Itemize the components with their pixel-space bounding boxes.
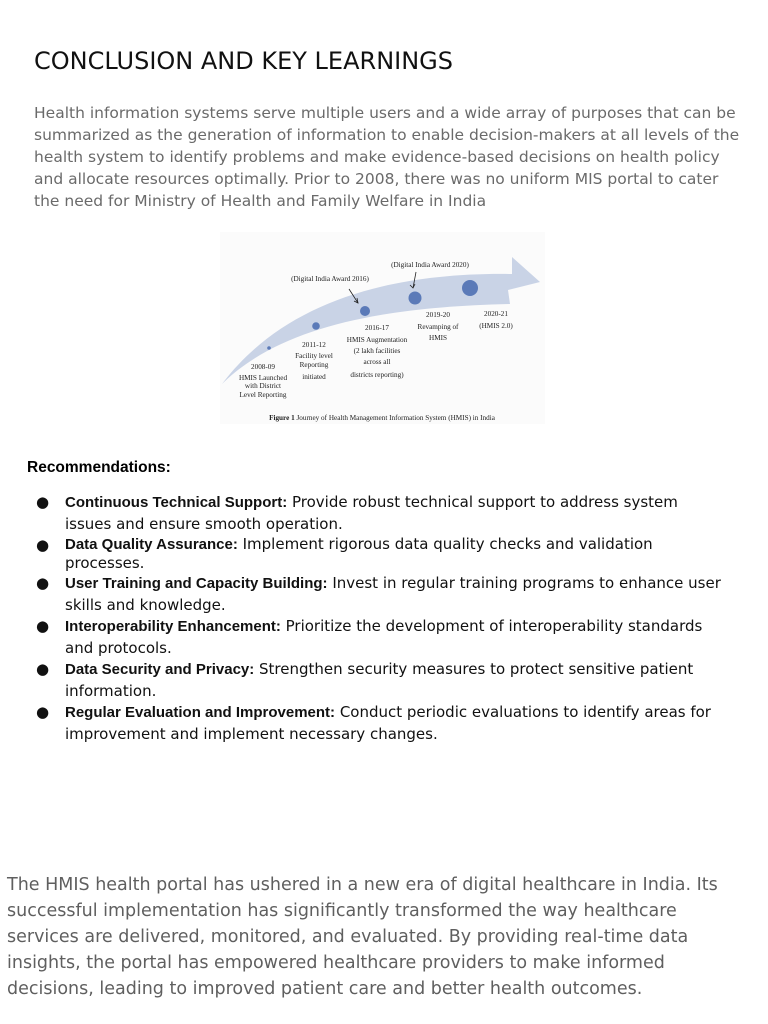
list-item bbox=[36, 535, 726, 573]
bullet: ● bbox=[36, 660, 50, 678]
item-label: Data Security and Privacy: bbox=[65, 661, 255, 678]
milestone-dot-2019 bbox=[409, 292, 422, 305]
milestone-line: HMIS bbox=[429, 334, 447, 342]
recommendations-list bbox=[36, 492, 726, 745]
list-item bbox=[36, 659, 726, 702]
bullet: ● bbox=[36, 617, 50, 635]
milestone-line: across all bbox=[363, 358, 391, 366]
figure-caption bbox=[269, 414, 496, 422]
milestone-year-2016: 2016-17 bbox=[365, 324, 389, 332]
milestone-line: HMIS Augmentation bbox=[346, 336, 408, 344]
recommendations-heading: Recommendations: bbox=[27, 459, 171, 476]
award-2016-label: (Digital India Award 2016) bbox=[291, 275, 369, 283]
milestone-line: (2 lakh facilities bbox=[353, 347, 401, 355]
milestone-year-2011: 2011-12 bbox=[302, 341, 326, 349]
milestone-year-2008: 2008-09 bbox=[251, 363, 275, 371]
milestone-line: Facility level bbox=[295, 352, 333, 360]
milestone-line: (HMIS 2.0) bbox=[479, 322, 513, 330]
list-item bbox=[36, 573, 726, 616]
item-label: Regular Evaluation and Improvement: bbox=[65, 704, 336, 721]
milestone-line: initiated bbox=[302, 373, 326, 381]
hmis-journey-figure bbox=[220, 232, 545, 424]
item-label: Interoperability Enhancement: bbox=[65, 618, 281, 635]
bullet: ● bbox=[36, 536, 50, 554]
page-title: CONCLUSION AND KEY LEARNINGS bbox=[34, 47, 454, 75]
milestone-dot-2020 bbox=[462, 280, 478, 296]
bullet: ● bbox=[36, 574, 50, 592]
item-label: Data Quality Assurance: bbox=[65, 536, 238, 553]
milestone-line: Level Reporting bbox=[239, 391, 287, 399]
milestone-dot-2016 bbox=[360, 306, 370, 316]
item-text: Provide robust technical support to address system issues and ensure smooth operation. bbox=[65, 493, 678, 533]
item-text: Implement rigorous data quality checks and validation processes. bbox=[65, 535, 653, 572]
milestone-line: with District bbox=[244, 382, 282, 390]
milestone-year-2020: 2020-21 bbox=[484, 310, 508, 318]
milestone-line: districts reporting) bbox=[350, 371, 404, 379]
item-text: Invest in regular training programs to enhance user skills and knowledge. bbox=[65, 574, 721, 614]
bullet: ● bbox=[36, 703, 50, 721]
item-text: Prioritize the development of interoperability standards and protocols. bbox=[65, 617, 703, 657]
milestone-line: Reporting bbox=[299, 361, 329, 369]
award-2020-label: (Digital India Award 2020) bbox=[391, 261, 469, 269]
item-label: User Training and Capacity Building: bbox=[65, 575, 328, 592]
figure-caption-text: Journey of Health Management Information System (HMIS) in India bbox=[294, 414, 495, 422]
milestone-line: HMIS Launched bbox=[238, 374, 288, 382]
milestone-year-2019: 2019-20 bbox=[426, 311, 450, 319]
list-item bbox=[36, 492, 726, 535]
closing-paragraph: The HMIS health portal has ushered in a new era of digital healthcare in India. Its successful implementation has significantly transformed the way healthcare services are delivered, monitored, and evaluated. By providing real-time data insights, the portal has empowered healthcare providers to make informed decisions, leading to improved patient care and better health outcomes. bbox=[7, 875, 718, 999]
intro-paragraph: Health information systems serve multiple users and a wide array of purposes that can be summarized as the generation of information to enable decision-makers at all levels of the health system to identify problems and make evidence-based decisions on health policy and allocate resources optimally. Prior to 2008, there was no uniform MIS portal to cater the need for Ministry of Health and Family Welfare in India bbox=[34, 104, 740, 210]
milestone-dot-2008 bbox=[267, 346, 271, 350]
list-item bbox=[36, 702, 726, 745]
figure-caption-label: Figure 1 bbox=[269, 414, 295, 422]
item-text: Strengthen security measures to protect sensitive patient information. bbox=[65, 660, 694, 700]
milestone-line: Revamping of bbox=[417, 323, 459, 331]
milestone-dot-2011 bbox=[312, 322, 320, 330]
item-text: Conduct periodic evaluations to identify areas for improvement and implement necessary changes. bbox=[65, 703, 711, 743]
item-label: Continuous Technical Support: bbox=[65, 494, 288, 511]
bullet: ● bbox=[36, 493, 50, 511]
list-item bbox=[36, 616, 726, 659]
